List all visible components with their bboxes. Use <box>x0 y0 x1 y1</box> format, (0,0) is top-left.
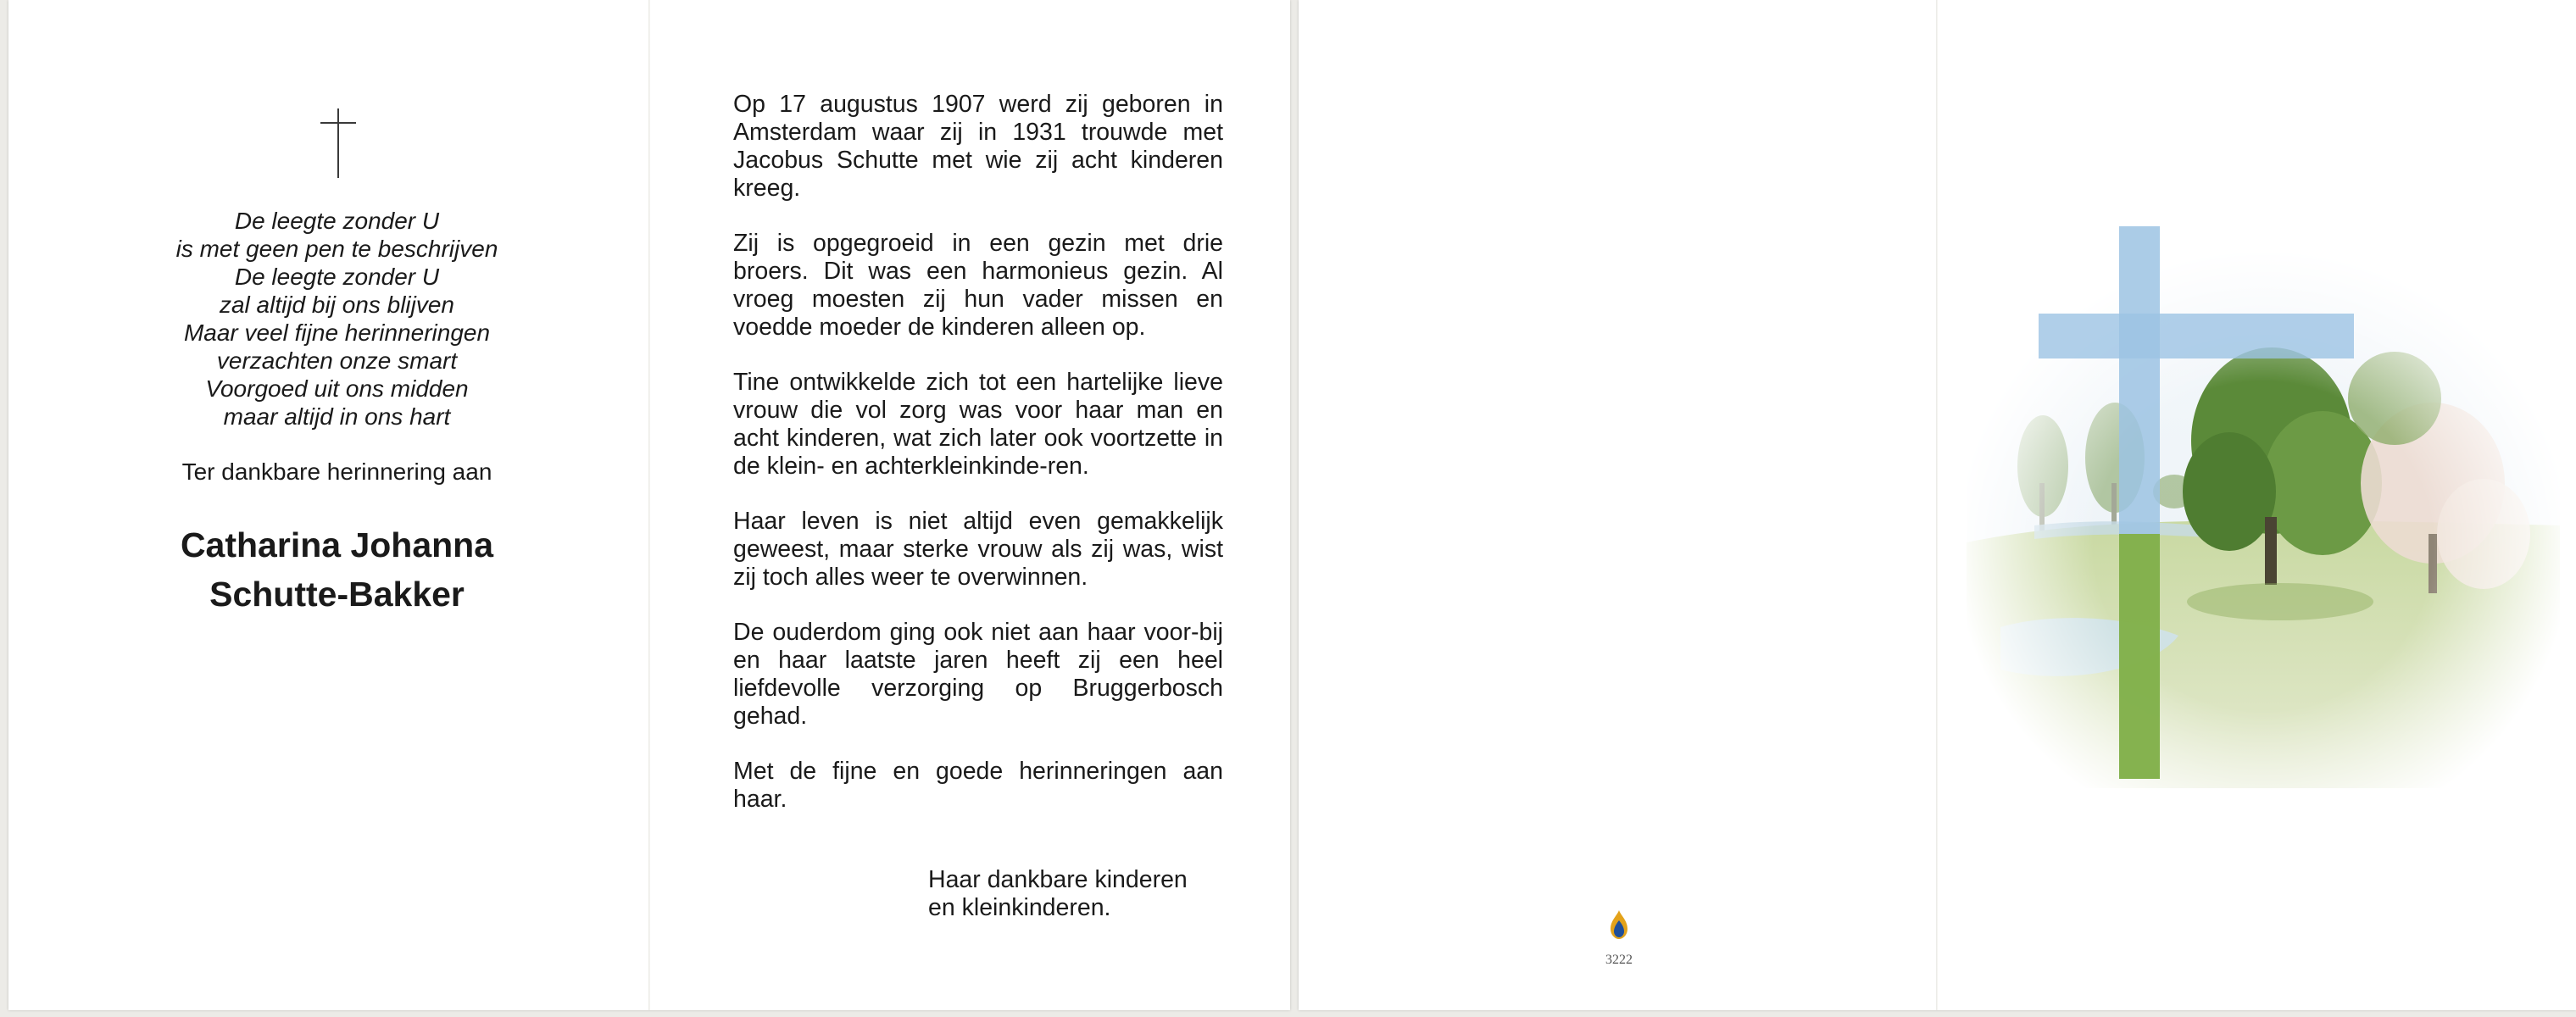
dedication-text: Ter dankbare herinnering aan <box>181 458 492 485</box>
deceased-first-names: Catharina Johanna <box>180 525 494 564</box>
poem-line: maar altijd in ons hart <box>223 403 451 430</box>
biography-paragraph: De ouderdom ging ook niet aan haar voor-bij en haar laatste jaren heeft zij een heel liefdevolle verzorging op Bruggerbosch gehad. <box>733 619 1223 730</box>
biography <box>733 91 1223 841</box>
deceased-surname: Schutte-Bakker <box>209 575 465 614</box>
deceased-name <box>102 520 572 619</box>
biography-paragraph: Tine ontwikkelde zich tot een hartelijke lieve vrouw die vol zorg was voor haar man en acht kinderen, wat zich later ook voortzette in de klein- en achterkleinkinde-ren. <box>733 369 1223 480</box>
biography-paragraph: Met de fijne en goede herinneringen aan haar. <box>733 758 1223 813</box>
printer-number: 3222 <box>1605 953 1633 967</box>
signature-line: en kleinkinderen. <box>928 894 1111 921</box>
poem-line: De leegte zonder U <box>234 208 440 234</box>
signature <box>928 866 1188 922</box>
center-fold <box>1936 0 1938 1010</box>
flame-logo-icon <box>1602 909 1636 942</box>
poem-line: De leegte zonder U <box>234 264 440 290</box>
landscape-cross-image <box>1967 212 2560 788</box>
center-fold <box>648 0 650 1010</box>
poem-line: Voorgoed uit ons midden <box>205 375 469 402</box>
poem-line: is met geen pen te beschrijven <box>175 236 498 262</box>
signature-line: Haar dankbare kinderen <box>928 866 1188 893</box>
poem <box>127 207 547 431</box>
biography-paragraph: Zij is opgegroeid in een gezin met drie broers. Dit was een harmonieus gezin. Al vroeg moesten zij hun vader missen en voedde moeder de kinderen alleen op. <box>733 230 1223 341</box>
biography-paragraph: Op 17 augustus 1907 werd zij geboren in Amsterdam waar zij in 1931 trouwde met Jacobus Schutte met wie zij acht kinderen kreeg. <box>733 91 1223 202</box>
poem-line: zal altijd bij ons blijven <box>219 292 455 318</box>
biography-paragraph: Haar leven is niet altijd even gemakkelijk geweest, maar sterke vrouw als zij was, wist zij toch alles weer te overwinnen. <box>733 508 1223 591</box>
cross-icon <box>320 108 356 178</box>
poem-line: Maar veel fijne herinneringen <box>183 320 491 346</box>
poem-line: verzachten onze smart <box>216 347 458 374</box>
